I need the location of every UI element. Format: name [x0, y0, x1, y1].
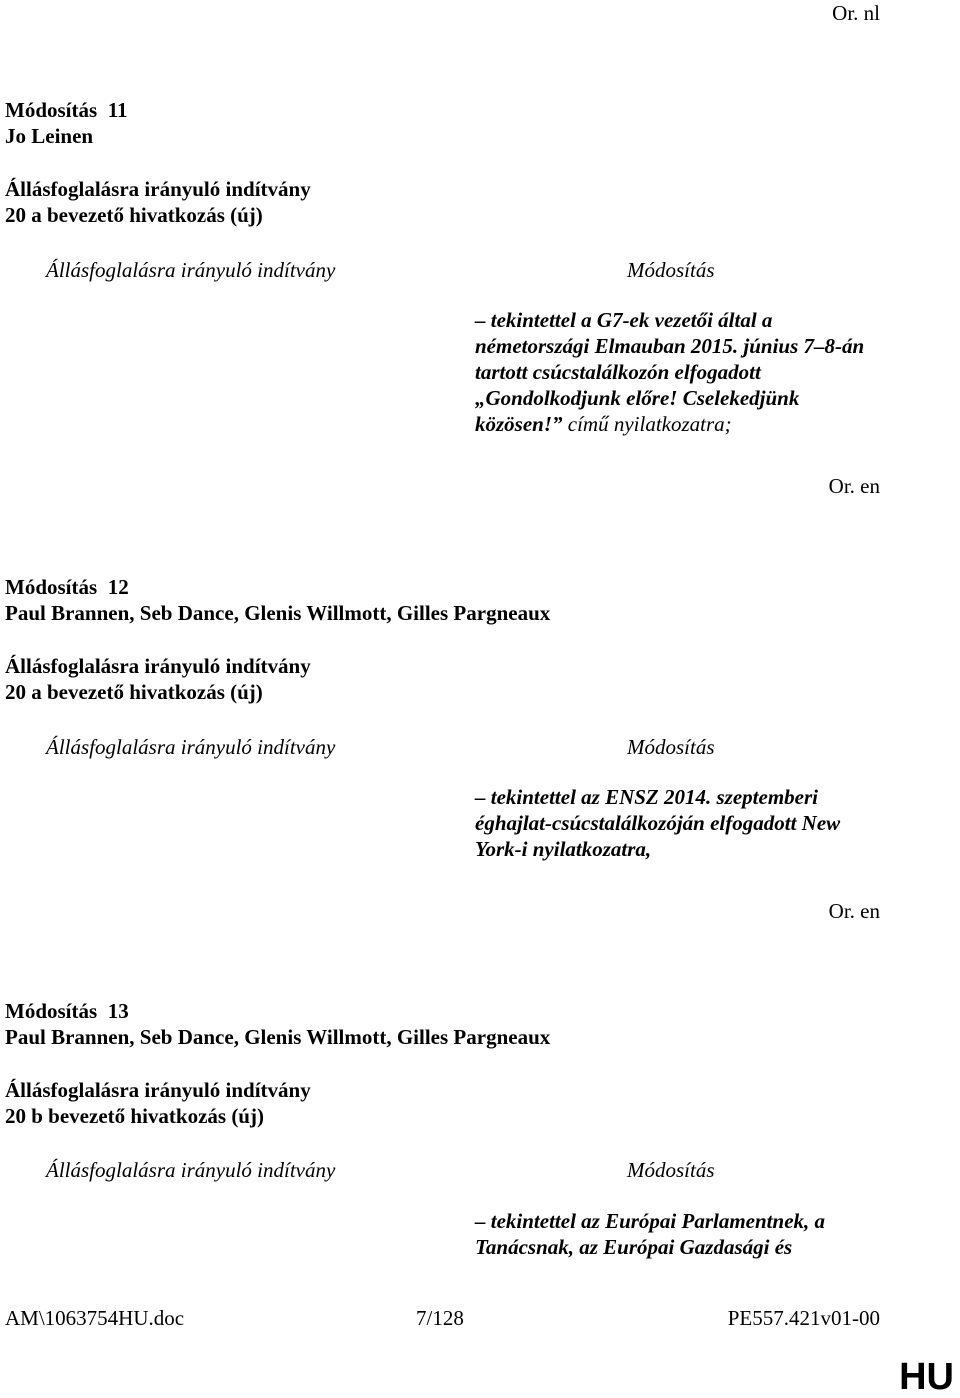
amendment-authors: Jo Leinen — [5, 124, 94, 148]
amendment-citation: 20 a bevezető hivatkozás (új) — [5, 203, 263, 227]
amendment-citation: 20 b bevezető hivatkozás (új) — [5, 1104, 264, 1128]
amendment-authors: Paul Brannen, Seb Dance, Glenis Willmott, Gilles Pargneaux — [5, 1025, 551, 1049]
amendment-number: 11 — [107, 98, 128, 122]
original-language: Or. en — [828, 899, 880, 923]
amendment-heading — [5, 574, 129, 600]
text-bold: tekintettel az Európai Parlamentnek, a Tanácsnak, az Európai Gazdasági és — [475, 1209, 826, 1259]
amendment-heading — [5, 998, 129, 1024]
footer-page-number: 7/128 — [416, 1306, 464, 1330]
amendment-text — [475, 307, 885, 437]
text-dash: – — [475, 1209, 486, 1233]
amendment-doc-type: Állásfoglalásra irányuló indítvány — [5, 177, 311, 201]
amendment-heading — [5, 97, 128, 123]
amendment-label: Módosítás — [5, 98, 98, 122]
column-header-right: Módosítás — [627, 258, 715, 282]
column-header-left: Állásfoglalásra irányuló indítvány — [46, 258, 336, 282]
column-header-right: Módosítás — [627, 735, 715, 759]
original-language-top: Or. nl — [832, 1, 880, 25]
amendment-number: 13 — [107, 999, 129, 1023]
amendment-doc-type: Állásfoglalásra irányuló indítvány — [5, 1078, 311, 1102]
footer-doc-ref: AM\1063754HU.doc — [5, 1306, 185, 1330]
column-header-right: Módosítás — [627, 1158, 715, 1182]
amendment-authors: Paul Brannen, Seb Dance, Glenis Willmott, Gilles Pargneaux — [5, 601, 551, 625]
column-header-left: Állásfoglalásra irányuló indítvány — [46, 1158, 336, 1182]
text-dash: – — [475, 308, 486, 332]
amendment-label: Módosítás — [5, 575, 98, 599]
text-rest: című nyilatkozatra; — [562, 412, 732, 436]
original-language: Or. en — [828, 474, 880, 498]
text-bold: tekintettel az ENSZ 2014. szeptemberi éghajlat-csúcstalálkozóján elfogadott New York-i nyilatkozatra, — [475, 785, 841, 861]
amendment-doc-type: Állásfoglalásra irányuló indítvány — [5, 654, 311, 678]
amendment-text — [475, 1208, 885, 1260]
amendment-text — [475, 784, 885, 862]
language-badge: HU — [899, 1356, 954, 1398]
text-bold: tekintettel a G7-ek vezetői által a németországi Elmauban 2015. június 7–8-án tartott csúcstalálkozón elfogadott „Gondolkodjunk előre! Cselekedjünk közösen!” — [475, 308, 865, 436]
amendment-citation: 20 a bevezető hivatkozás (új) — [5, 680, 263, 704]
column-header-left: Állásfoglalásra irányuló indítvány — [46, 735, 336, 759]
text-dash: – — [475, 785, 486, 809]
amendment-label: Módosítás — [5, 999, 98, 1023]
amendment-number: 12 — [107, 575, 129, 599]
footer-pe-ref: PE557.421v01-00 — [727, 1306, 880, 1330]
